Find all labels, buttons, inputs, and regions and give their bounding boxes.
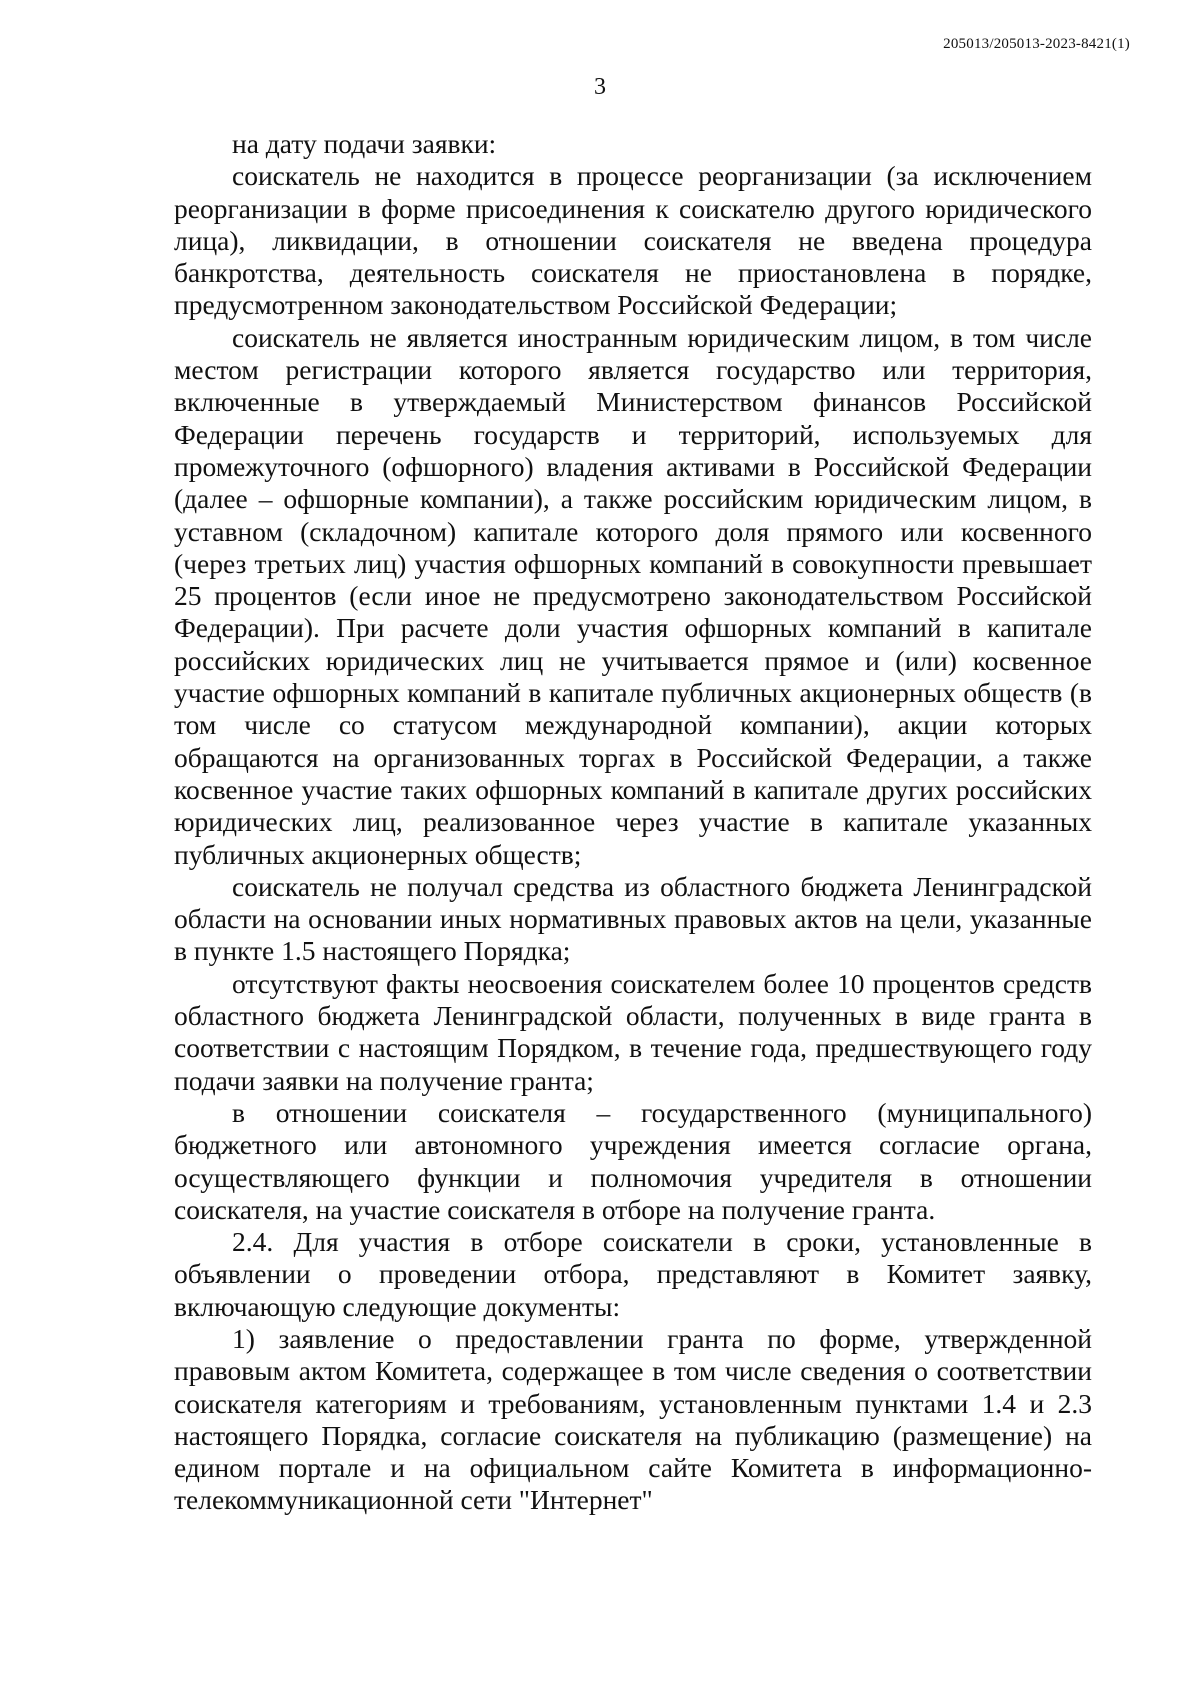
- paragraph-founder-consent: в отношении соискателя – государственного (муниципального) бюджетного или автономного учреждения имеется согласие органа, осуществляющего функции и полномочия учредителя в отношении соискателя, на участие соискателя в отборе на получение гранта.: [174, 1096, 1092, 1225]
- paragraph-no-other-funds: соискатель не получал средства из областного бюджета Ленинградской области на основании иных нормативных правовых актов на цели, указанные в пункте 1.5 настоящего Порядка;: [174, 870, 1092, 967]
- paragraph-section-2-4: 2.4. Для участия в отборе соискатели в сроки, установленные в объявлении о проведении отбора, представляют в Комитет заявку, включающую следующие документы:: [174, 1226, 1092, 1322]
- document-id: 205013/205013-2023-8421(1): [943, 36, 1130, 52]
- paragraph-no-reorganization: соискатель не находится в процессе реорганизации (за исключением реорганизации в форме присоединения к соискателю другого юридического лица), ликвидации, в отношении соискателя не введена процедура банкротства, деятельность соискателя не приостановлена в порядке, предусмотренном законодательством Российской Федерации;: [174, 160, 1092, 321]
- paragraph-not-foreign-entity: соискатель не является иностранным юридическим лицом, в том числе местом регистрации которого является государство или территория, включенные в утверждаемый Министерством финансов Российской Федерации перечень государств и территорий, используемых для промежуточного (офшорного) владения активами в Российской Федерации (далее – офшорные компании), а также российским юридическим лицом, в уставном (складочном) капитале которого доля прямого или косвенного (через третьих лиц) участия офшорных компаний в совокупности превышает 25 процентов (если иное не предусмотрено законодательством Российской Федерации). При расчете доли участия офшорных компаний в капитале российских юридических лиц не учитывается прямое и (или) косвенное участие офшорных компаний в капитале публичных акционерных обществ (в том числе со статусом международной компании), акции которых обращаются на организованных торгах в Российской Федерации, а также косвенное участие таких офшорных компаний в капитале других российских юридических лиц, реализованное через участие в капитале указанных публичных акционерных обществ;: [174, 321, 1092, 870]
- paragraph-application-date: на дату подачи заявки:: [232, 128, 497, 159]
- page-number: 3: [594, 74, 606, 100]
- paragraph-item-1: 1) заявление о предоставлении гранта по форме, утвержденной правовым актом Комитета, содержащее в том числе сведения о соответствии соискателя категориям и требованиям, установленным пунктами 1.4 и 2.3 настоящего Порядка, согласие соискателя на публикацию (размещение) на едином портале и на официальном сайте Комитета в информационно-телекоммуникационной сети "Интернет": [174, 1322, 1092, 1516]
- document-body: [174, 128, 1092, 1517]
- paragraph-no-undeveloped-funds: отсутствуют факты неосвоения соискателем более 10 процентов средств областного бюджета Ленинградской области, полученных в виде гранта в соответствии с настоящим Порядком, в течение года, предшествующего году подачи заявки на получение гранта;: [174, 967, 1092, 1096]
